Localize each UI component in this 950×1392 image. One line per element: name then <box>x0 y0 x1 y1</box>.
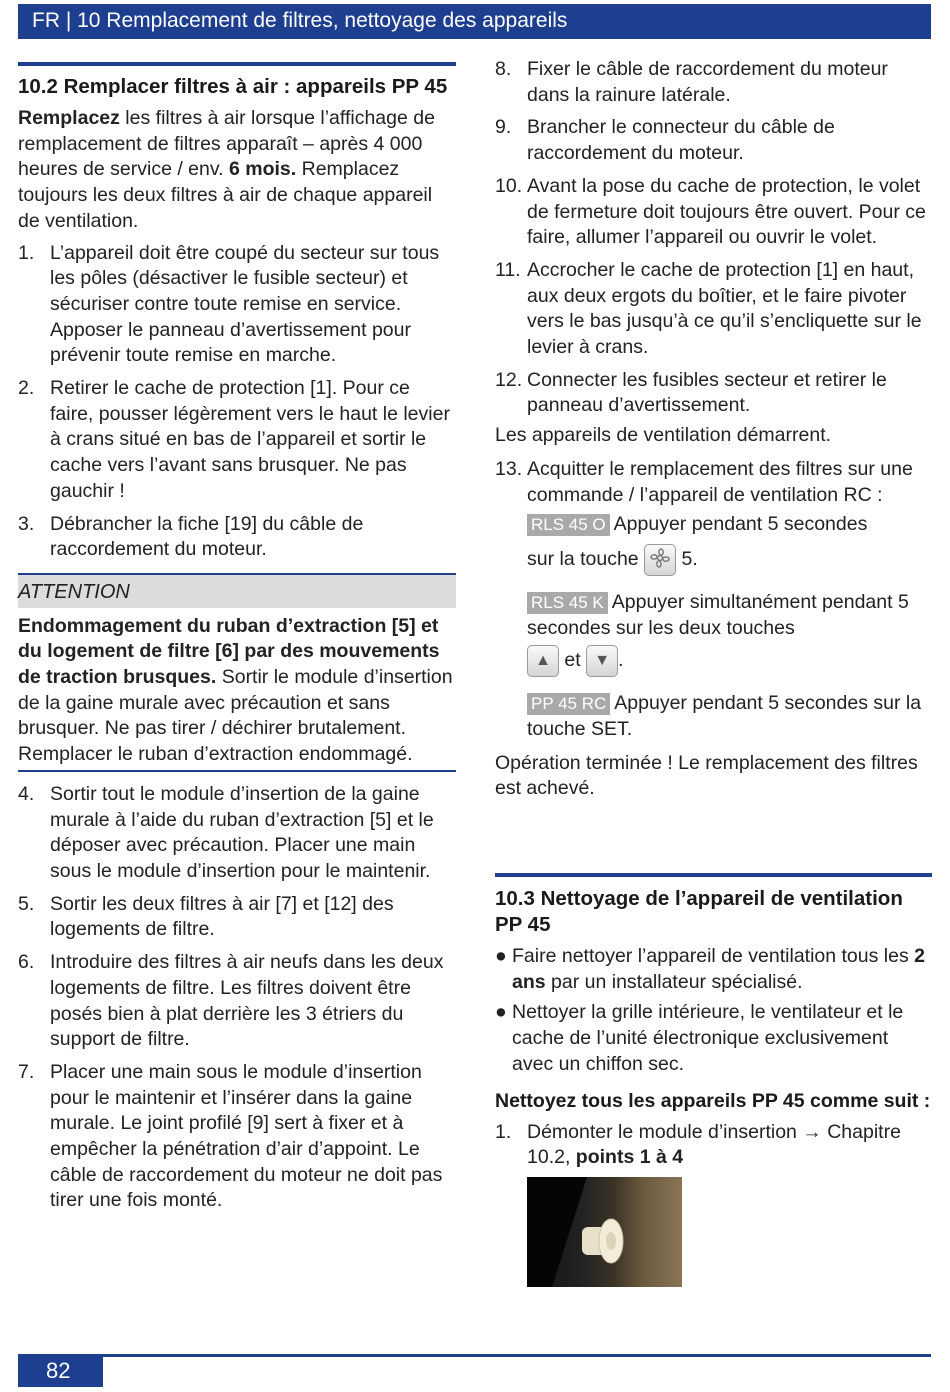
done-text: Opération terminée ! Le remplacement des filtres est achevé. <box>495 751 918 800</box>
section-rule-10-3 <box>495 873 932 877</box>
step-number: 6. <box>18 951 35 974</box>
attention-body: Sortir le module d’insertion de la gaine murale avec précaution et sans brusquer. Ne pas tirer / déchirer brutalement. Remplacer le ruban d’extraction endommagé. <box>18 666 453 766</box>
page-number: 82 <box>46 1358 71 1383</box>
pp45rc-text: Appuyer pendant 5 secondes sur la touche SET. <box>527 692 922 741</box>
rls45o-block <box>495 512 932 576</box>
step-text: Placer une main sous le module d’insertion pour le maintenir et l’insérer dans la gaine murale. Le joint profilé [9] sert à fixer et à empêcher la pénétration d’air d’appoint. Le câble de raccordement du moteur ne doit pas tirer une fois monté. <box>50 1060 443 1212</box>
list-item <box>18 512 456 563</box>
bullet-text: Faire nettoyer l’appareil de ventilation tous les <box>512 945 915 967</box>
attention-bold: Endommagement du ruban d’extraction [5] et du logement de filtre [6] par des mouvements de traction brusques. <box>18 614 440 689</box>
attention-title: ATTENTION <box>18 580 130 603</box>
rls45k-end: . <box>618 649 624 672</box>
clean-heading: Nettoyez tous les appareils PP 45 comme suit : <box>495 1089 931 1112</box>
list-item <box>18 376 456 505</box>
bullet-list <box>495 944 932 1078</box>
step-text: Sortir tout le module d’insertion de la gaine murale à l’aide du ruban d’extraction [5] et le déposer avec précaution. Placer une main sous le module d’insertion pour le maintenir. <box>50 782 434 882</box>
step-number: 5. <box>18 892 35 915</box>
fan-icon <box>644 544 676 576</box>
bullet-icon: ● <box>495 945 507 967</box>
list-item <box>495 57 932 108</box>
list-item <box>495 258 932 361</box>
intro-bold-1: Remplacez <box>18 107 120 129</box>
step-number: 4. <box>18 782 35 805</box>
intro-text-2: Remplacez toujours les deux filtres à air de chaque appareil de ventilation. <box>18 158 433 232</box>
step-number: 2. <box>18 377 35 400</box>
devices-start-text: Les appareils de ventilation démarrent. <box>495 424 832 447</box>
steps-list-b <box>18 782 456 1214</box>
step-text: Connecter les fusibles secteur et retirer le panneau d’avertissement. <box>527 368 887 417</box>
section-title-10-3: 10.3 Nettoyage de l’appareil de ventilation PP 45 <box>495 887 903 936</box>
rls45k-et: et <box>564 649 581 672</box>
list-item <box>18 892 456 943</box>
step-text: Avant la pose du cache de protection, le volet de fermeture doit toujours être ouvert. Pour ce faire, allumer l’appareil ou ouvrir le volet. <box>527 174 926 249</box>
list-item <box>495 174 932 251</box>
rls45k-text: Appuyer simultanément pendant 5 secondes sur les deux touches <box>527 590 909 639</box>
list-item <box>18 782 456 885</box>
step-text: Brancher le connecteur du câble de raccordement du moteur. <box>527 116 835 165</box>
device-photo <box>527 1177 682 1287</box>
rls45o-text: Appuyer pendant 5 secondes <box>613 513 868 536</box>
step-text: Sortir les deux filtres à air [7] et [12] des logements de filtre. <box>50 892 394 941</box>
intro-paragraph <box>18 106 456 235</box>
footer-rule <box>18 1354 931 1357</box>
step-text: Acquitter le remplacement des filtres sur une commande / l’appareil de ventilation RC : <box>527 457 913 506</box>
intro-text-1: les filtres à air lorsque l’affichage de remplacement de filtres apparaît – après 4 000 heures de service / env. <box>18 107 435 181</box>
attention-rule <box>18 770 456 772</box>
step-text: L’appareil doit être coupé du secteur sur tous les pôles (désactiver le fusible secteur) et sécuriser contre toute remise en service. Apposer le panneau d’avertissement pour prévenir toute remise en marche. <box>50 241 440 367</box>
step-number: 7. <box>18 1060 35 1083</box>
cleaning-section <box>495 886 932 1287</box>
list-item <box>495 1120 932 1171</box>
attention-header <box>18 573 456 608</box>
step-number: 1. <box>18 241 35 264</box>
list-item <box>18 1060 456 1214</box>
list-item <box>495 115 932 166</box>
page-number-box <box>18 1354 103 1387</box>
clean-steps <box>495 1120 932 1171</box>
bullet-text: Nettoyer la grille intérieure, le ventilateur et le cache de l’unité électronique exclusivement avec un chiffon sec. <box>512 1001 904 1075</box>
pp45rc-block <box>495 691 932 742</box>
bullet-item <box>495 944 932 995</box>
rls45k-tag: RLS 45 K <box>527 592 608 614</box>
list-item <box>495 368 932 419</box>
page-header <box>18 4 931 39</box>
step-text: Fixer le câble de raccordement du moteur dans la rainure latérale. <box>527 58 888 106</box>
step-text: Introduire des filtres à air neufs dans les deux logements de filtre. Les filtres doivent être posés bien à plat derrière les 3 étriers du support de filtre. <box>50 951 444 1051</box>
steps-list-a <box>18 241 456 563</box>
step-number: 13. <box>495 457 523 480</box>
arrow-down-icon: ▼ <box>586 645 618 677</box>
attention-text <box>18 614 456 768</box>
step-number: 9. <box>495 116 512 139</box>
step-text: Accrocher le cache de protection [1] en haut, aux deux ergots du boîtier, et le faire pivoter vers le bas jusqu’à ce qu’il s’encliquette sur le levier à crans. <box>527 258 922 359</box>
step-text: Démonter le module d’insertion → Chapitre 10.2, <box>527 1120 901 1169</box>
section-title-10-2: 10.2 Remplacer filtres à air : appareils PP 45 <box>18 75 448 98</box>
rls45k-block <box>495 590 932 677</box>
rls45o-text3: 5. <box>681 548 698 571</box>
step-number: 11. <box>495 258 521 281</box>
step-bold: points 1 à 4 <box>575 1146 684 1169</box>
bullet-text-end: par un installateur spécialisé. <box>545 970 803 993</box>
rls45o-text2: sur la touche <box>527 548 639 571</box>
step-number: 8. <box>495 58 512 80</box>
bullet-icon: ● <box>495 1001 507 1024</box>
list-item <box>18 950 456 1053</box>
rls45o-tag: RLS 45 O <box>527 514 610 536</box>
list-item <box>495 457 932 508</box>
arrow-up-icon: ▲ <box>527 645 559 677</box>
step-number: 1. <box>495 1120 512 1143</box>
step-text: Retirer le cache de protection [1]. Pour ce faire, pousser légèrement vers le haut le levier à crans situé en bas de l’appareil et sortir le cache vers l’avant sans brusquer. Ne pas gauchir ! <box>50 377 450 502</box>
list-item <box>18 241 456 370</box>
pp45rc-tag: PP 45 RC <box>527 693 610 715</box>
header-title: FR | 10 Remplacement de filtres, nettoyage des appareils <box>32 9 568 32</box>
step-13 <box>495 457 932 508</box>
step-number: 10. <box>495 174 523 197</box>
steps-list-c <box>495 57 932 419</box>
right-column <box>495 57 932 802</box>
bullet-bold: 2 ans <box>512 945 925 993</box>
intro-bold-2: 6 mois. <box>229 158 297 181</box>
step-number: 12. <box>495 368 523 391</box>
left-column <box>18 62 456 1214</box>
bullet-item <box>495 1000 932 1077</box>
step-number: 3. <box>18 512 35 535</box>
step-text: Débrancher la fiche [19] du câble de raccordement du moteur. <box>50 512 364 561</box>
